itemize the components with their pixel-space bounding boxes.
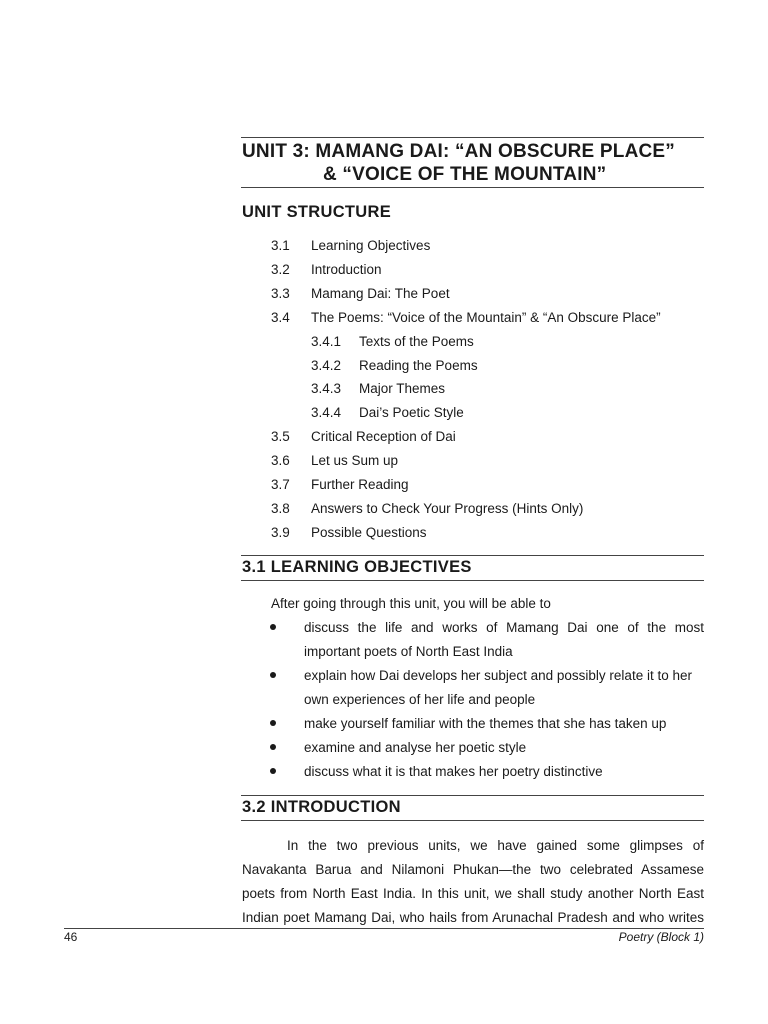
book-title: Poetry (Block 1) (618, 930, 704, 944)
toc-item-label: Texts of the Poems (359, 333, 474, 349)
toc-item-number: 3.4 (271, 309, 290, 325)
paragraph-line: Navakanta Barua and Nilamoni Phukan—the two celebrated Assamese (242, 862, 704, 877)
objectives-heading: 3.1 LEARNING OBJECTIVES (242, 558, 472, 576)
toc-item-label: The Poems: “Voice of the Mountain” & “An Obscure Place” (311, 309, 661, 325)
objective-text: discuss the life and works of Mamang Dai one of the most (304, 620, 704, 635)
toc-item-label: Mamang Dai: The Poet (311, 285, 450, 301)
toc-item-number: 3.4.4 (311, 405, 342, 421)
title-top-rule (241, 137, 704, 138)
toc-item-label: Critical Reception of Dai (311, 429, 456, 445)
toc-item-label: Let us Sum up (311, 453, 399, 469)
objective-text: examine and analyse her poetic style (304, 740, 527, 755)
bullet-icon (270, 744, 276, 750)
toc-item-number: 3.4.1 (311, 333, 342, 349)
objective-text: important poets of North East India (304, 644, 513, 659)
toc-item-number: 3.4.2 (311, 357, 342, 373)
bullet-icon (270, 768, 276, 774)
paragraph-line: poets from North East India. In this unit, we shall study another North East (242, 886, 704, 901)
objectives-bottom-rule (241, 580, 704, 581)
paragraph-line: In the two previous units, we have gained some glimpses of (287, 838, 704, 853)
objective-text: explain how Dai develops her subject and possibly relate it to her (304, 668, 692, 683)
toc-item-label: Major Themes (359, 381, 446, 397)
toc-item-number: 3.6 (271, 453, 290, 469)
toc-item-number: 3.9 (271, 524, 290, 540)
toc-item-number: 3.5 (271, 429, 290, 445)
objectives-intro: After going through this unit, you will be able to (271, 596, 551, 611)
objective-text: own experiences of her life and people (304, 692, 536, 707)
toc-item-number: 3.7 (271, 477, 290, 492)
toc-item-label: Answers to Check Your Progress (Hints Only) (311, 500, 584, 516)
unit-title-line-1: UNIT 3: MAMANG DAI: “AN OBSCURE PLACE” (242, 141, 675, 162)
toc-item-label: Reading the Poems (359, 357, 478, 373)
bullet-icon (270, 720, 276, 726)
objectives-top-rule (241, 555, 704, 556)
toc-item-label: Learning Objectives (311, 238, 431, 253)
toc-item-number: 3.3 (271, 285, 290, 301)
introduction-top-rule (241, 795, 704, 796)
objective-text: discuss what it is that makes her poetry distinctive (304, 764, 603, 779)
page-number: 46 (64, 930, 78, 944)
toc-item-label: Dai’s Poetic Style (359, 405, 464, 421)
unit-title-line-2: & “VOICE OF THE MOUNTAIN” (323, 164, 607, 185)
bullet-icon (270, 624, 276, 630)
objective-text: make yourself familiar with the themes that she has taken up (304, 716, 667, 731)
toc-item-label: Introduction (311, 261, 382, 277)
title-bottom-rule (241, 187, 704, 188)
footer-rule (64, 928, 704, 929)
introduction-heading: 3.2 INTRODUCTION (242, 798, 401, 816)
toc-item-number: 3.4.3 (311, 381, 342, 397)
toc-item-label: Further Reading (311, 477, 409, 492)
paragraph-line: Indian poet Mamang Dai, who hails from Arunachal Pradesh and who writes (242, 910, 704, 925)
unit-structure-heading: UNIT STRUCTURE (242, 203, 392, 221)
toc-item-number: 3.2 (271, 261, 290, 277)
toc-item-number: 3.8 (271, 500, 290, 516)
toc-item-number: 3.1 (271, 238, 290, 253)
introduction-bottom-rule (241, 820, 704, 821)
bullet-icon (270, 672, 276, 678)
toc-item-label: Possible Questions (311, 524, 427, 540)
